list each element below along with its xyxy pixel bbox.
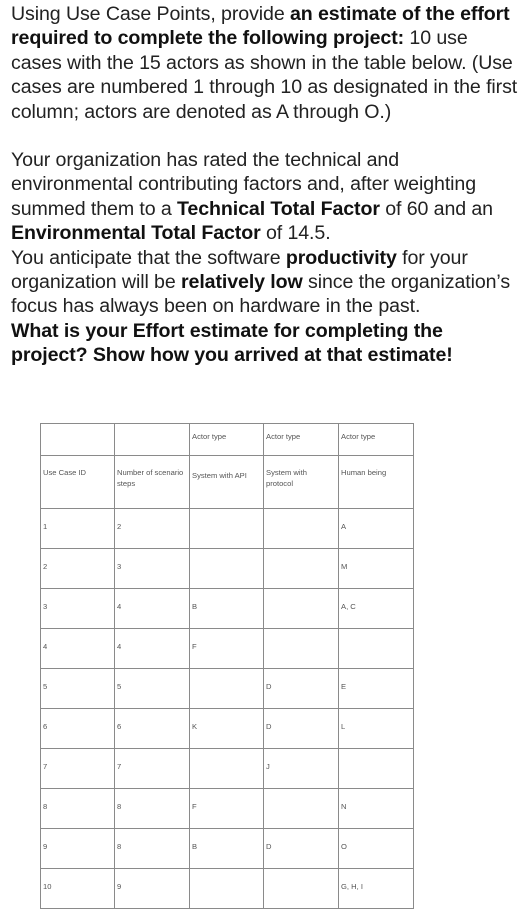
relatively-low-bold: relatively low [181, 271, 303, 294]
paragraph-gap [11, 124, 523, 148]
scenario-steps-cell: 4 [115, 589, 190, 629]
use-case-id-cell: 10 [41, 869, 115, 909]
human-being-cell: N [339, 789, 414, 829]
system-api-cell: B [190, 589, 264, 629]
human-being-cell: A, C [339, 589, 414, 629]
system-protocol-cell: J [264, 749, 339, 789]
use-case-table-body [41, 424, 414, 909]
header-cell [115, 424, 190, 456]
table-row [41, 869, 414, 909]
header-row-actor-type [41, 424, 414, 456]
table-row [41, 509, 414, 549]
use-case-id-cell: 9 [41, 829, 115, 869]
intro-rest: 10 use cases with the 15 actors as shown in the table below. (Use cases are numbered 1 through 10 as designated in the first column; actors are denoted as A through O.) [11, 27, 518, 123]
system-api-cell [190, 869, 264, 909]
factors-text: Your organization has rated the technical and environmental contributing factors and, after weighting summed them to a [11, 149, 477, 220]
use-case-id-cell: 3 [41, 589, 115, 629]
human-being-cell [339, 629, 414, 669]
header-system-protocol: System with protocol [264, 456, 339, 509]
human-being-cell: O [339, 829, 414, 869]
human-being-cell: M [339, 549, 414, 589]
scenario-steps-cell: 5 [115, 669, 190, 709]
use-case-id-cell: 8 [41, 789, 115, 829]
system-api-cell: F [190, 789, 264, 829]
scenario-steps-cell: 4 [115, 629, 190, 669]
system-protocol-cell: D [264, 709, 339, 749]
header-cell: Actor type [190, 424, 264, 456]
paragraph-intro [11, 2, 523, 124]
use-case-id-cell: 2 [41, 549, 115, 589]
scenario-steps-cell: 9 [115, 869, 190, 909]
scenario-steps-cell: 8 [115, 829, 190, 869]
system-api-cell: F [190, 629, 264, 669]
scenario-steps-cell: 2 [115, 509, 190, 549]
system-api-cell: B [190, 829, 264, 869]
table-row [41, 829, 414, 869]
use-case-id-cell: 1 [41, 509, 115, 549]
system-protocol-cell: D [264, 829, 339, 869]
effort-question: What is your Effort estimate for completing the project? Show how you arrived at that estimate! [11, 319, 453, 367]
table-row [41, 709, 414, 749]
human-being-cell: L [339, 709, 414, 749]
table-row [41, 629, 414, 669]
paragraph-question [11, 319, 523, 368]
table-row [41, 749, 414, 789]
system-api-cell: K [190, 709, 264, 749]
system-api-cell [190, 509, 264, 549]
header-human-being: Human being [339, 456, 414, 509]
scenario-steps-cell: 6 [115, 709, 190, 749]
paragraph-factors [11, 148, 523, 246]
header-cell: Actor type [264, 424, 339, 456]
system-api-cell [190, 669, 264, 709]
system-api-cell [190, 549, 264, 589]
system-api-cell [190, 749, 264, 789]
table-row [41, 669, 414, 709]
productivity-bold: productivity [285, 246, 397, 269]
scenario-steps-cell: 3 [115, 549, 190, 589]
scenario-steps-cell: 7 [115, 749, 190, 789]
use-case-table [40, 423, 414, 909]
paragraph-productivity [11, 246, 523, 319]
human-being-cell: E [339, 669, 414, 709]
table-row [41, 549, 414, 589]
use-case-id-cell: 5 [41, 669, 115, 709]
productivity-text-3: since the organization’s focus has always been on hardware in the past. [11, 271, 511, 318]
human-being-cell: G, H, I [339, 869, 414, 909]
table-row [41, 789, 414, 829]
header-use-case-id: Use Case ID [41, 456, 115, 509]
header-cell [41, 424, 115, 456]
system-protocol-cell [264, 509, 339, 549]
system-protocol-cell [264, 629, 339, 669]
intro-text: Using Use Case Points, provide [11, 3, 290, 25]
use-case-id-cell: 6 [41, 709, 115, 749]
use-case-id-cell: 7 [41, 749, 115, 789]
system-protocol-cell: D [264, 669, 339, 709]
system-protocol-cell [264, 589, 339, 629]
productivity-text-2: for your organization will be [11, 246, 468, 294]
system-protocol-cell [264, 789, 339, 829]
header-cell: Actor type [339, 424, 414, 456]
scenario-steps-cell: 8 [115, 789, 190, 829]
environmental-total-factor: Environmental Total Factor [11, 222, 261, 245]
system-protocol-cell [264, 549, 339, 589]
header-system-api: System with API [190, 456, 264, 509]
productivity-text: You anticipate that the software [11, 246, 286, 269]
header-scenario-steps: Number of scenario steps [115, 456, 190, 509]
table-row [41, 589, 414, 629]
technical-total-factor: Technical Total Factor [177, 197, 380, 220]
use-case-id-cell: 4 [41, 629, 115, 669]
human-being-cell: A [339, 509, 414, 549]
system-protocol-cell [264, 869, 339, 909]
question-text [11, 2, 523, 368]
human-being-cell [339, 749, 414, 789]
header-row-columns [41, 456, 414, 509]
factors-text-3: of 14.5. [260, 222, 331, 245]
intro-bold: an estimate of the effort required to complete the following project: [11, 3, 510, 50]
factors-text-2: of 60 and an [379, 197, 493, 220]
